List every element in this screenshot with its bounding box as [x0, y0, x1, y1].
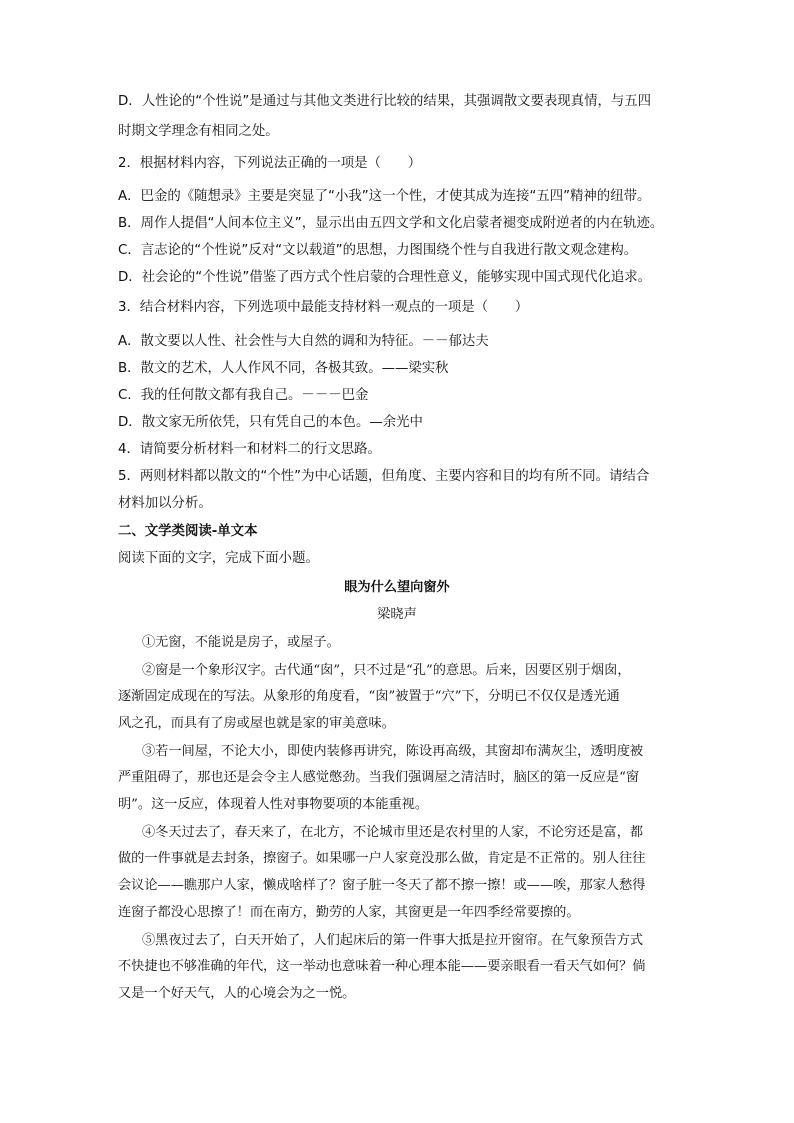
q2-stem: 2．根据材料内容，下列说法正确的一项是（ ） [118, 156, 422, 171]
article-paragraph-4-line2: 做的一件事就是去封条，擦窗子。如果哪一户人家竟没那么做，肯定是不正常的。别人往往 [118, 851, 646, 866]
article-paragraph-2-line1: ②窗是一个象形汉字。古代通“囱”，只不过是“孔”的意思。后来，因要区别于烟囱， [142, 663, 631, 678]
article-paragraph-3-line1: ③若一间屋，不论大小，即使内装修再讲究，陈设再高级，其窗却布满灰尘，透明度被 [142, 744, 644, 759]
article-paragraph-4-line3: 会议论——瞧那户人家，懒成啥样了？窗子脏一冬天了都不擦一擦！或——唉，那家人愁得 [118, 878, 646, 893]
q3-option-b: B．散文的艺术，人人作风不同，各极其致。——梁实秋 [118, 361, 449, 376]
article-paragraph-1: ①无窗，不能说是房子，或屋子。 [142, 635, 340, 650]
q3-option-c: C．我的任何散文都有我自己。－－－巴金 [118, 388, 369, 403]
q2-option-b: B．周作人提倡“人间本位主义”，显示出由五四文学和文化启蒙者褪变成附逆者的内在轨迹。 [118, 216, 664, 231]
q1-option-d-line2: 时期文学理念有相同之处。 [118, 124, 279, 139]
article-author: 梁晓声 [377, 607, 417, 622]
q2-option-a: A．巴金的《随想录》主要是突显了“小我”这一个性，才使其成为连接“五四”精神的纽带。 [118, 189, 651, 204]
section2-heading: 二、文学类阅读-单文本 [118, 524, 258, 539]
q2-option-c: C．言志论的“个性说”反对“文以载道”的思想，力图围绕个性与自我进行散文观念建构。 [118, 243, 638, 258]
q5-stem-line2: 材料加以分析。 [118, 496, 212, 511]
article-paragraph-4-line4: 连窗子都没心思擦了！而在南方，勤劳的人家，其窗更是一年四季经常要擦的。 [118, 905, 580, 920]
article-paragraph-3-line3: 明”。这一反应，体现着人性对事物要项的本能重视。 [118, 797, 429, 812]
article-paragraph-2-line2: 逐渐固定成现在的写法。从象形的角度看，“囱”被置于“穴”下，分明已不仅仅是透光通 [118, 689, 620, 704]
article-paragraph-3-line2: 严重阻碍了，那也还是会令主人感觉憋劲。当我们强调屋之清洁时，脑区的第一反应是“窗 [118, 770, 640, 785]
q2-option-d: D．社会论的“个性说”借鉴了西方式个性启蒙的合理性意义，能够实现中国式现代化追求。 [118, 270, 652, 285]
q3-option-a: A．散文要以人性、社会性与大自然的调和为特征。－－郁达夫 [118, 334, 489, 349]
article-paragraph-5-line3: 又是一个好天气，人的心境会为之一悦。 [118, 986, 356, 1001]
q4-stem: 4．请简要分析材料一和材料二的行文思路。 [118, 442, 381, 457]
article-paragraph-5-line1: ⑤黑夜过去了，白天开始了，人们起床后的第一件事大抵是拉开窗帘。在气象预告方式 [142, 933, 644, 948]
q3-option-d: D．散文家无所依凭，只有凭自己的本色。—余光中 [118, 415, 423, 430]
section2-instruction: 阅读下面的文字，完成下面小题。 [118, 551, 319, 566]
article-title: 眼为什么望向窗外 [344, 580, 450, 595]
q3-stem: 3．结合材料内容，下列选项中最能支持材料一观点的一项是（ ） [118, 300, 529, 315]
article-paragraph-4-line1: ④冬天过去了，春天来了，在北方，不论城市里还是农村里的人家，不论穷还是富，都 [142, 825, 644, 840]
q1-option-d-line1: D．人性论的“个性说”是通过与其他文类进行比较的结果，其强调散文要表现真情，与五四 [118, 94, 652, 109]
article-paragraph-5-line2: 不快捷也不够准确的年代，这一举动也意味着一种心理本能——要亲眼看一看天气如何？倘 [118, 959, 646, 974]
q5-stem-line1: 5．两则材料都以散文的“个性”为中心话题，但角度、主要内容和目的均有所不同。请结合 [118, 469, 650, 484]
article-paragraph-2-line3: 风之孔，而具有了房或屋也就是家的审美意味。 [118, 716, 395, 731]
